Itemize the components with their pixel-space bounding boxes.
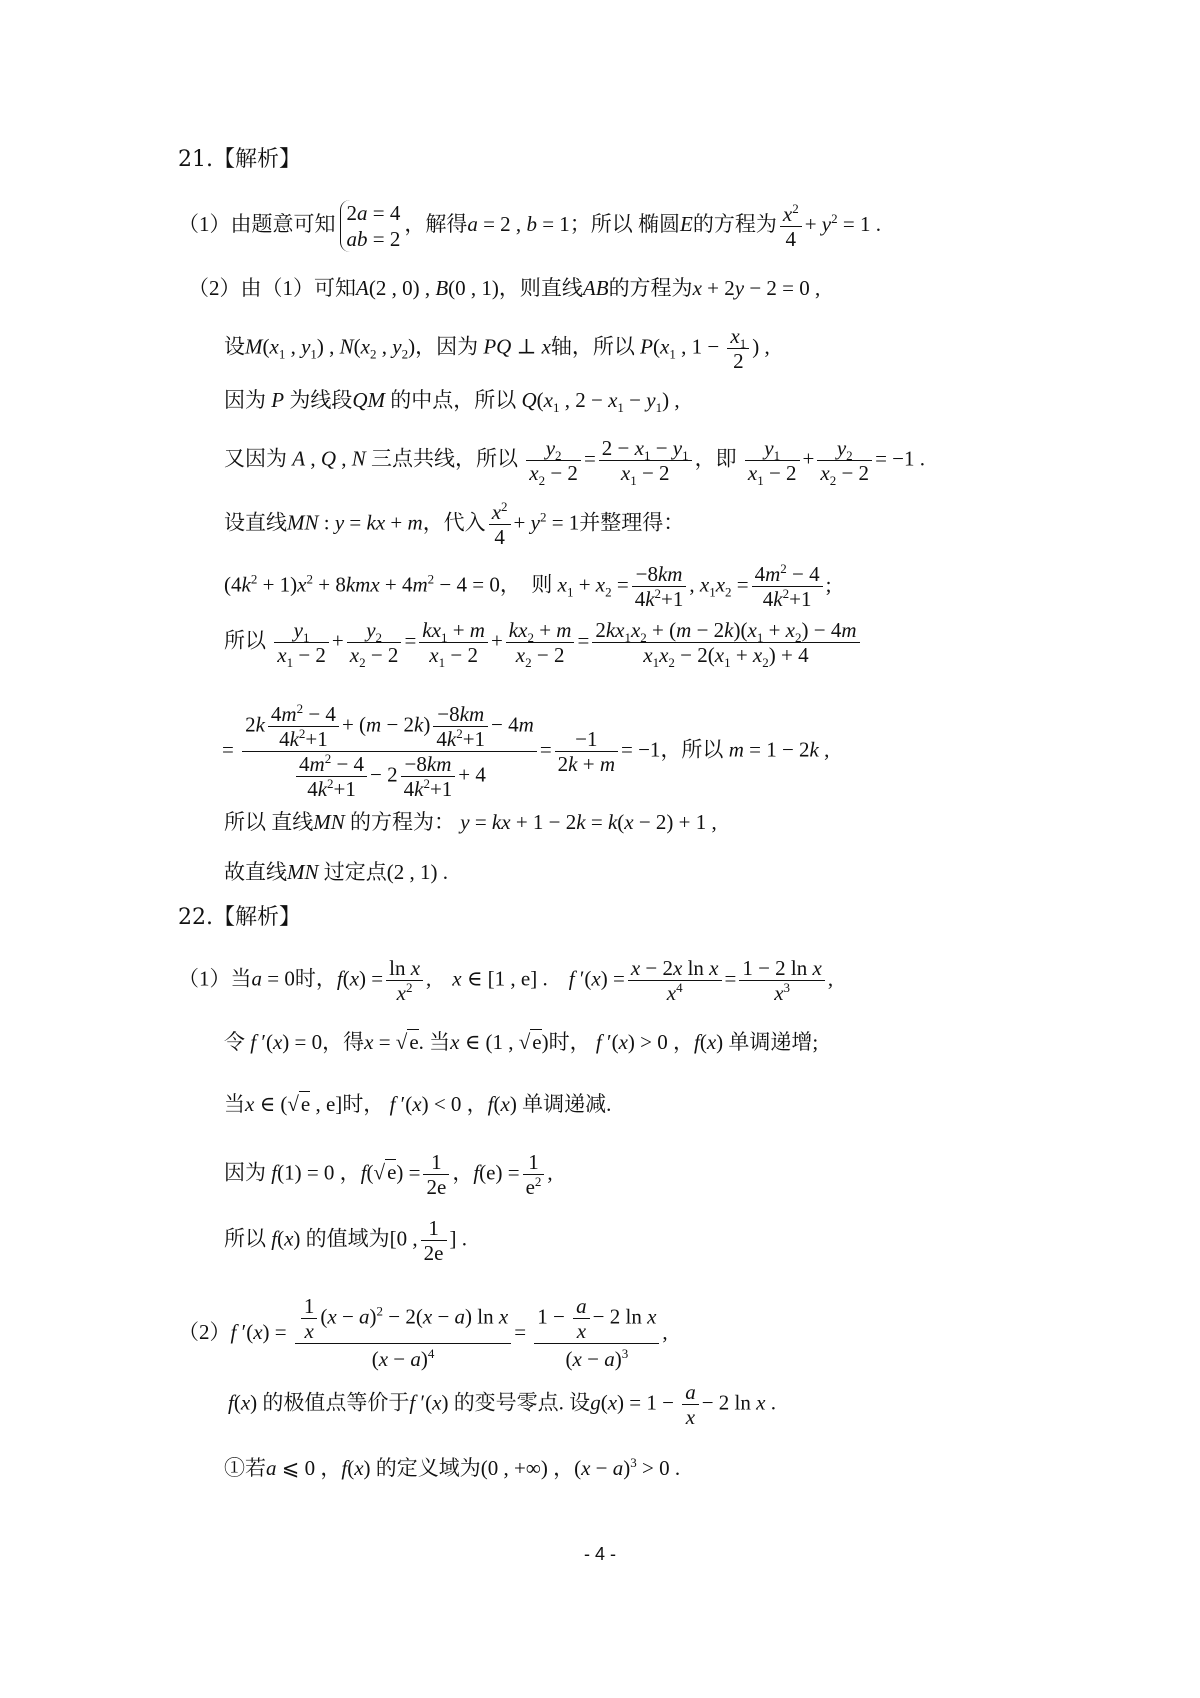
q22-line-decrease: 当x ∈ (√e , e]时， f ′(x) < 0 ，f(x) 单调递减. [224, 1092, 612, 1116]
q21-part2-line1: （2）由（1）可知A(2 , 0) , B(0 , 1)，则直线AB的方程为x + 2y − 2 = 0 , [188, 276, 821, 300]
q22-line-values: 因为 f(1) = 0 ，f(√e) = $\frac{1}{2e}$ ，f(e) = $\frac{1}{e^2}$ , [224, 1150, 553, 1199]
q21-line-sum: 所以 $\frac{y_1}{x_1 - 2}$ + $\frac{y_2}{x_2 - 2}$ = $\frac{kx_1 + m}{x_1 - 2}$ + $\frac{kx_2 + m}{x_2 - 2}$ = $\frac{2kx_1x_2 + (m - 2k)(x_1 + x_2) - 4m}{x_1x_2 - 2(x_1 + x_2) + 4}$ [224, 618, 863, 667]
q21-part1-line: （1）由题意可知 2a = 4 ab = 2 ，解得a = 2 , b = 1；所以 椭圆E的方程为 $\frac{x^2}{4}$ + $y^2 = 1$ . [178, 200, 881, 251]
q21-line-conclusion: 故直线MN 过定点(2 , 1) . [224, 860, 448, 884]
q21-line-collinear: 又因为 A , Q , N 三点共线，所以 $\frac{y_2}{x_2 - 2}$ = $\frac{2 - x_1 - y_1}{x_1 - 2}$ ，即 $\frac{y_1}{x_1 - 2}$ + $\frac{y_2}{x_2 - 2}$ = −1 . [224, 436, 925, 489]
q21-line-set-mn: 设$M(x_1$ , $y_1$) , $N(x_2$ , $y_2$)，因为 PQ ⊥ x轴，所以 $P(x_1$ , 1 − $\frac{x_1}{2}$ ) , [224, 324, 770, 373]
q22-line-zero: 令 f ′(x) = 0，得x = √e. 当x ∈ (1 , √e)时， f ′(x) > 0 ，f(x) 单调递增; [224, 1030, 819, 1054]
q22-line-extreme: f(x) 的极值点等价于f ′(x) 的变号零点. 设g(x) = 1 − $\frac{a}{x}$ − 2 ln x . [228, 1380, 776, 1429]
q21-line-equation: 所以 直线MN 的方程为： y = kx + 1 − 2k = k(x − 2) + 1 , [224, 810, 717, 834]
q22-part1-line1: （1）当a = 0时，f(x) = $\frac{\text{ln x}}{x^2}$ , x ∈ [1 , e] . f ′(x) = $\frac{\text{x − 2x ln x}}{x^4}$ = $\frac{\text{1 − 2 ln x}}{x^3}$ , [178, 956, 834, 1005]
q22-line-case1: ①若a ⩽ 0 ，f(x) 的定义域为(0 , +∞) ，$(x - a)^3 > 0$ . [224, 1455, 681, 1480]
page-number: - 4 - [583, 1544, 616, 1564]
q21-header: 21.【解析】 [178, 147, 301, 172]
q21-line-substitute: = 2k $\frac{4m^2 - 4}{4k^2+1}$ + (m − 2k) $\frac{-8km}{4k^2+1}$ − 4m $\frac{4m^2 - 4}{4k^2+1}$ − 2 $\frac{-8km}{4k^2+1}$ + 4 = $\frac{-1}{2k + m}$ = −1，所以 m = 1 − 2k , [222, 701, 830, 801]
q21-line-midpoint: 因为 P 为线段QM 的中点，所以 $Q(x_1$ , $2 - x_1 - y_1$) , [224, 388, 680, 416]
q21-line-set-line: 设直线MN : y = kx + m，代入 $\frac{x^2}{4}$ + $y^2 = 1$并整理得： [224, 499, 685, 549]
q21-line-vieta: $(4k^2 + 1)x^2 + 8kmx + 4m^2 - 4 = 0$， 则 $x_1 + x_2$ = $\frac{-8km}{4k^2+1}$ , $x_1x_2$ = $\frac{4m^2 - 4}{4k^2+1}$ ; [224, 561, 832, 611]
q22-part2-line1: （2）f ′(x) = $\frac{1}{x}$ $(x - a)^2 - 2(x - a)$ ln x $(x - a)^4$ = 1 − $\frac{a}{x}$ − 2 ln x $(x - a)^3$ , [178, 1294, 668, 1374]
q22-header: 22.【解析】 [178, 905, 301, 930]
q22-line-range: 所以 f(x) 的值域为[0 , $\frac{1}{2e}$ ] . [224, 1216, 467, 1265]
